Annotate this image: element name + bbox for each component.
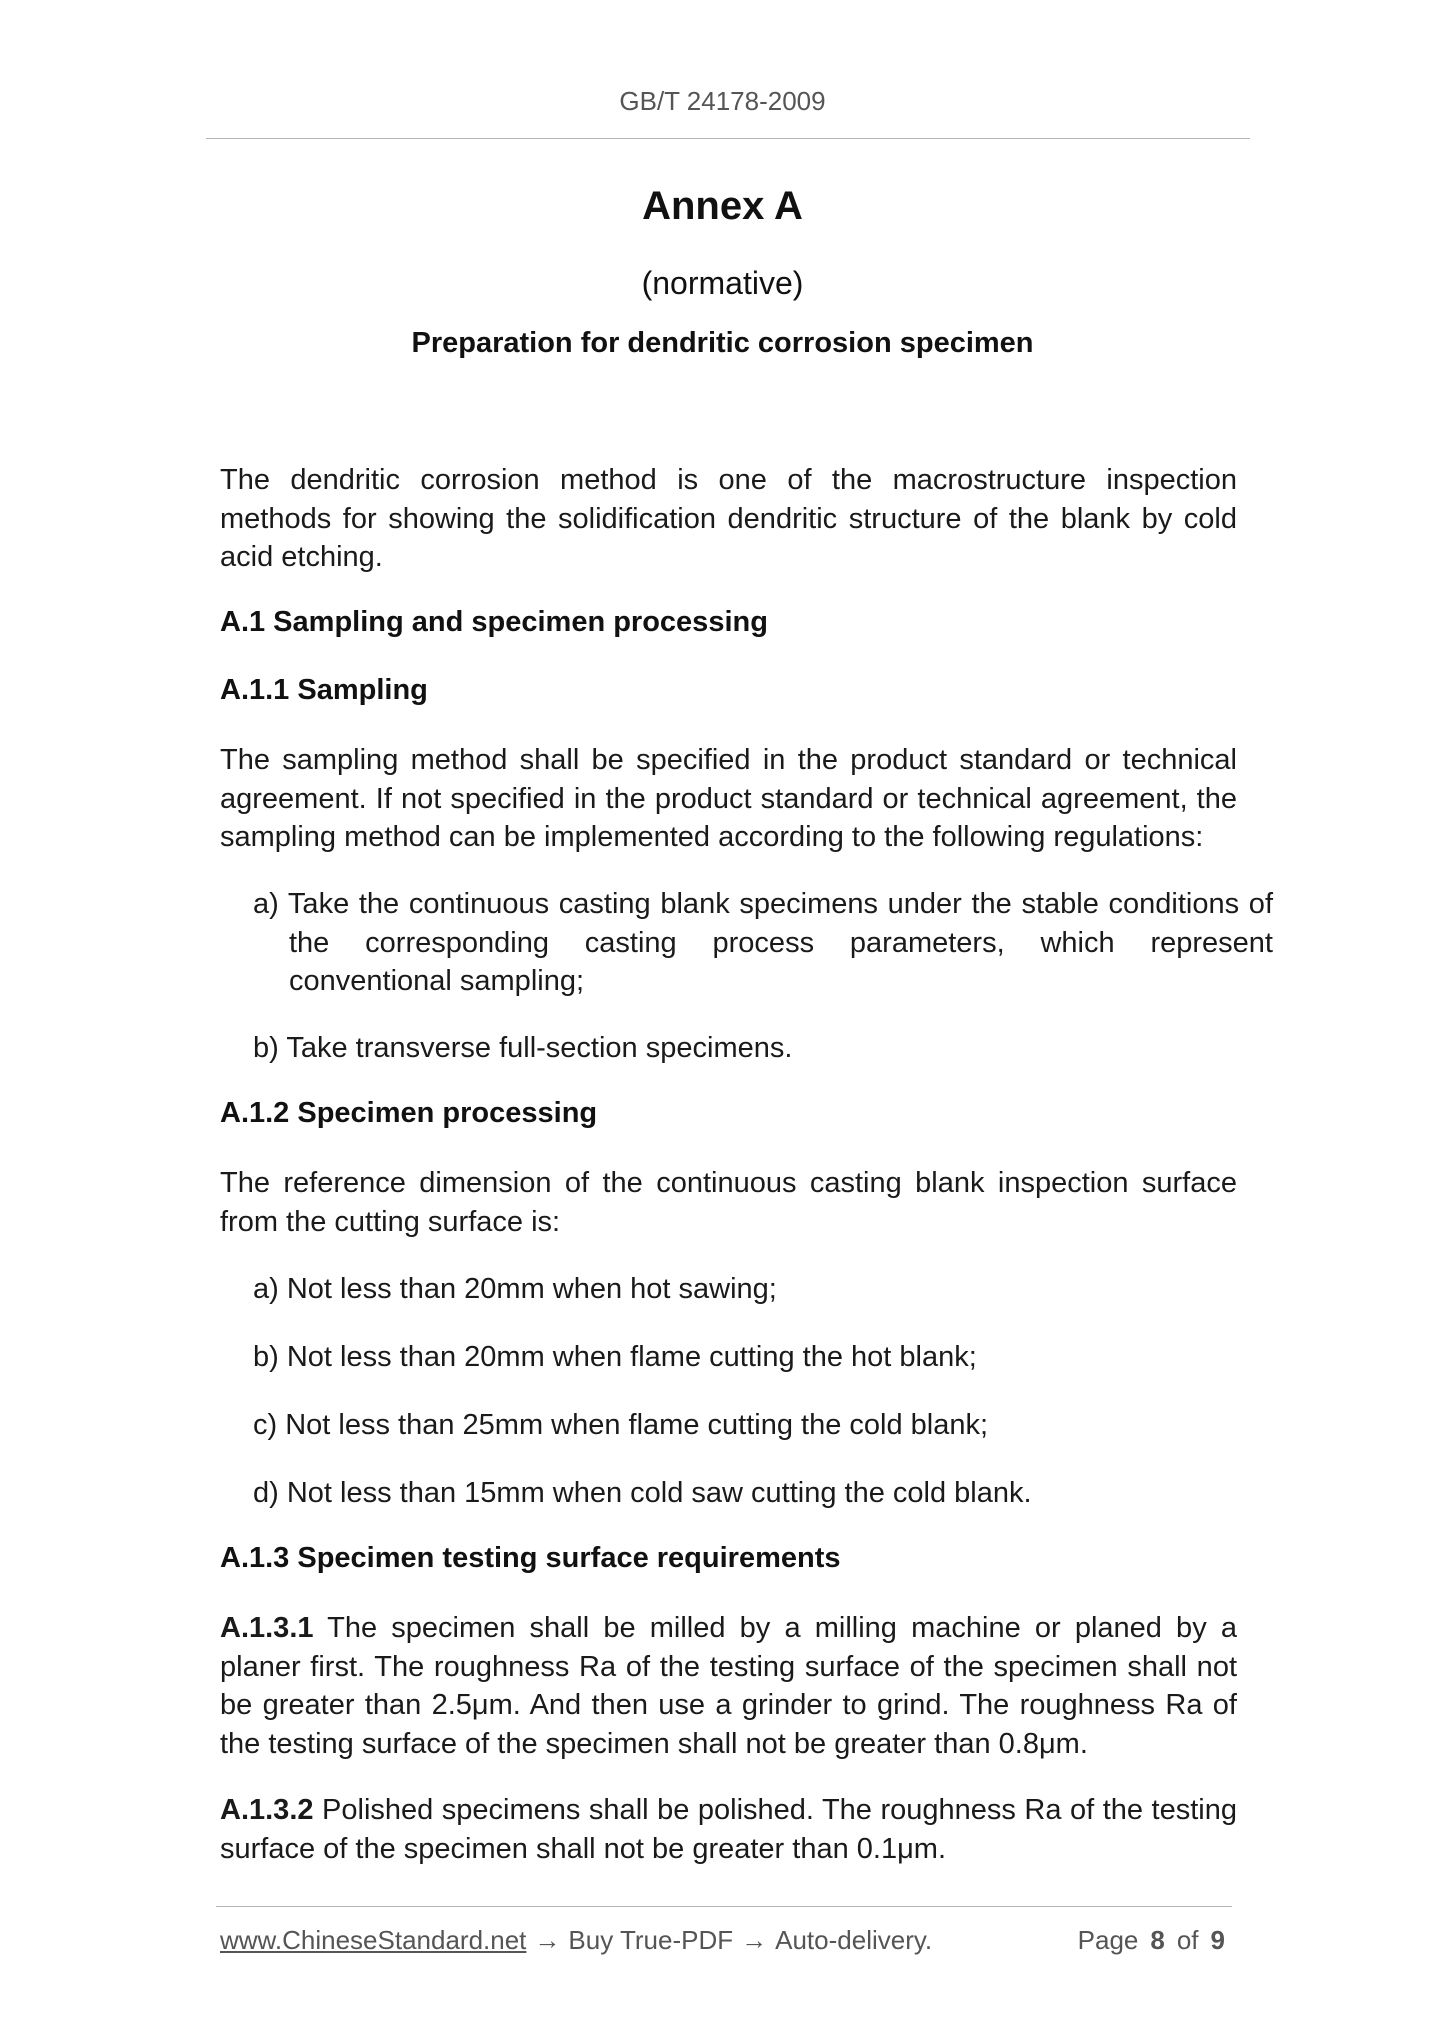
page-current: 8 (1150, 1925, 1165, 1955)
clause-a131 (220, 1609, 1237, 1763)
header-divider (206, 138, 1250, 139)
a12-paragraph: The reference dimension of the continuous casting blank inspection surface from the cutting surface is: (220, 1167, 1237, 1238)
section-heading-a11: A.1.1 Sampling (220, 674, 428, 706)
annex-title: Annex A (642, 184, 803, 228)
page-total: 9 (1210, 1925, 1225, 1955)
a12-list-item: d) Not less than 15mm when cold saw cutting the cold blank. (253, 1477, 1032, 1509)
document-code: GB/T 24178-2009 (619, 86, 826, 116)
footer-delivery-text: Auto-delivery. (775, 1925, 933, 1955)
arrow-right-icon: → (741, 1925, 768, 1955)
a11-list-item: a) Take the continuous casting blank specimens under the stable conditions of the corresponding casting process parameters, which represent conventional sampling; (253, 888, 1273, 997)
footer-left (220, 1925, 932, 1956)
clause-number: A.1.3.1 (220, 1612, 314, 1644)
intro-paragraph: The dendritic corrosion method is one of the macrostructure inspection methods for showing the solidification dendritic structure of the blank by cold acid etching. (220, 464, 1237, 573)
a11-paragraph: The sampling method shall be specified in the product standard or technical agreement. If not specified in the product standard or technical agreement, the sampling method can be implemented according to the following regulations: (220, 744, 1237, 853)
section-heading-a1: A.1 Sampling and specimen processing (220, 606, 768, 638)
clause-a132 (220, 1791, 1237, 1868)
a12-list-item: a) Not less than 20mm when hot sawing; (253, 1273, 777, 1305)
annex-type: (normative) (641, 265, 804, 301)
of-label: of (1176, 1925, 1199, 1955)
footer-divider (216, 1906, 1232, 1907)
annex-subtitle: Preparation for dendritic corrosion specimen (411, 327, 1034, 359)
section-heading-a12: A.1.2 Specimen processing (220, 1097, 598, 1129)
footer-buy-text: Buy True-PDF (568, 1925, 734, 1955)
a12-list-item: b) Not less than 20mm when flame cutting the hot blank; (253, 1341, 977, 1373)
section-heading-a13: A.1.3 Specimen testing surface requirements (220, 1542, 841, 1574)
a12-list-item: c) Not less than 25mm when flame cutting the cold blank; (253, 1409, 989, 1441)
clause-number: A.1.3.2 (220, 1794, 314, 1826)
website-link[interactable]: www.ChineseStandard.net (220, 1925, 527, 1955)
page-label: Page (1077, 1925, 1139, 1955)
clause-text: Polished specimens shall be polished. The roughness Ra of the testing surface of the specimen shall not be greater than 0.1μm. (220, 1794, 1237, 1865)
arrow-right-icon: → (534, 1925, 561, 1955)
clause-text: The specimen shall be milled by a milling machine or planed by a planer first. The roughness Ra of the testing surface of the specimen shall not be greater than 2.5μm. And then use a grinder to grind. The roughness Ra of the testing surface of the specimen shall not be greater than 0.8μm. (220, 1612, 1237, 1760)
page-indicator (1078, 1925, 1225, 1956)
a11-list-item: b) Take transverse full-section specimens. (253, 1032, 793, 1064)
